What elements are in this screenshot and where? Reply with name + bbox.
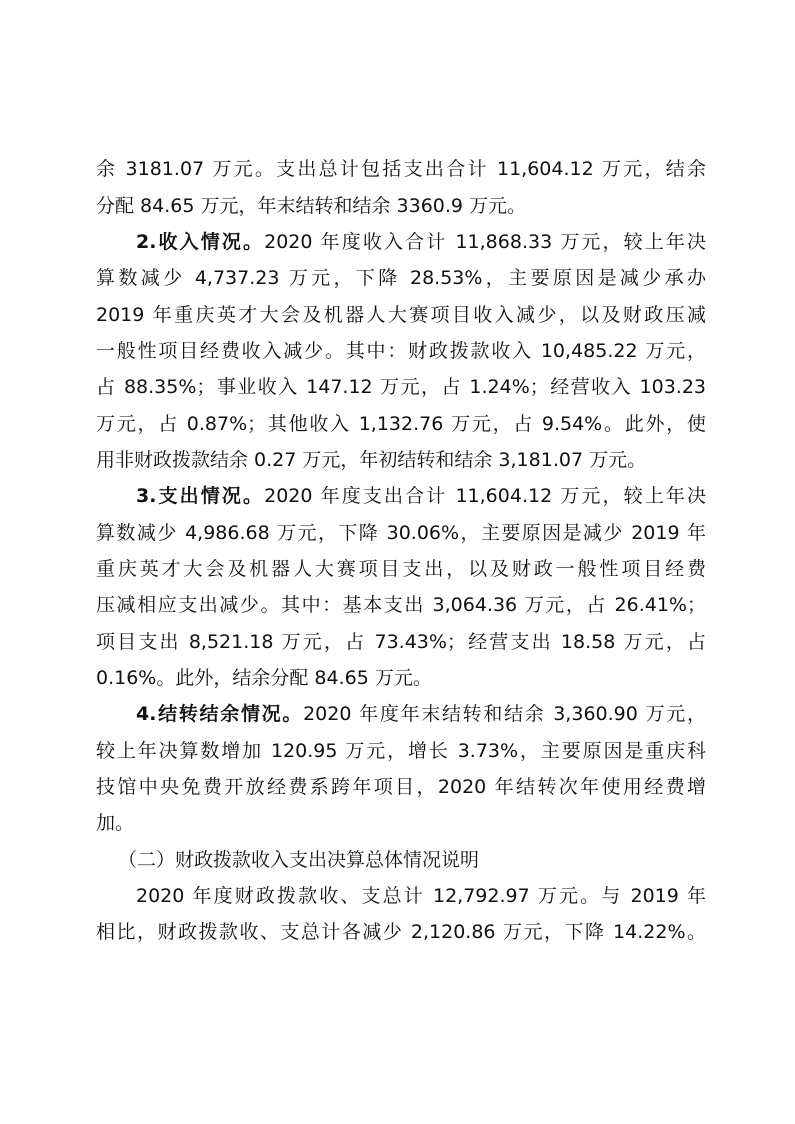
text-line-4: 算数减少 4,737.23 万元，下降 28.53%，主要原因是减少承办 (96, 267, 706, 289)
text-line-21: 2020 年度财政拨款收、支总计 12,792.97 万元。与 2019 年 (136, 885, 706, 907)
section-expense-line-1: 3.支出情况。2020 年度支出合计 11,604.12 万元，较上年决 (136, 485, 706, 507)
text-line-9: 用非财政拨款结余 0.27 万元，年初结转和结余 3,181.07 万元。 (96, 449, 647, 471)
text-line-2: 分配 84.65 万元，年末结转和结余 3360.9 万元。 (96, 195, 527, 217)
section-balance-heading: 4.结转结余情况。 (136, 703, 304, 725)
text-line-8: 万元，占 0.87%；其他收入 1,132.76 万元，占 9.54%。此外，使 (96, 413, 706, 435)
text-line-18: 技馆中央免费开放经费系跨年项目，2020 年结转次年使用经费增 (96, 776, 706, 798)
section-balance-line-1: 4.结转结余情况。2020 年度年末结转和结余 3,360.90 万元， (136, 703, 706, 725)
text-line-1: 余 3181.07 万元。支出总计包括支出合计 11,604.12 万元，结余 (96, 158, 706, 180)
text-line-11: 算数减少 4,986.68 万元，下降 30.06%，主要原因是减少 2019 年 (96, 522, 706, 544)
text-line-13: 压减相应支出减少。其中：基本支出 3,064.36 万元，占 26.41%； (96, 594, 706, 616)
text-line-6: 一般性项目经费收入减少。其中：财政拨款收入 10,485.22 万元， (96, 340, 706, 362)
text-line-5: 2019 年重庆英才大会及机器人大赛项目收入减少，以及财政压减 (96, 304, 706, 326)
text-line-22: 相比，财政拨款收、支总计各减少 2,120.86 万元，下降 14.22%。 (96, 921, 706, 943)
section-fiscal-heading: （二）财政拨款收入支出决算总体情况说明 (118, 849, 480, 871)
section-income-line-1: 2.收入情况。2020 年度收入合计 11,868.33 万元，较上年决 (136, 231, 706, 253)
section-expense-heading: 3.支出情况。 (136, 485, 265, 507)
text-line-17: 较上年决算数增加 120.95 万元，增长 3.73%，主要原因是重庆科 (96, 740, 706, 762)
text-line-14: 项目支出 8,521.18 万元，占 73.43%；经营支出 18.58 万元，占 (96, 631, 706, 653)
text-line-19: 加。 (96, 812, 135, 834)
text-line-15: 0.16%。此外，结余分配 84.65 万元。 (96, 667, 432, 689)
text-line-12: 重庆英才大会及机器人大赛项目支出，以及财政一般性项目经费 (96, 558, 706, 580)
section-income-heading: 2.收入情况。 (136, 231, 265, 253)
text-line-7: 占 88.35%；事业收入 147.12 万元，占 1.24%；经营收入 103.23 (96, 376, 706, 398)
